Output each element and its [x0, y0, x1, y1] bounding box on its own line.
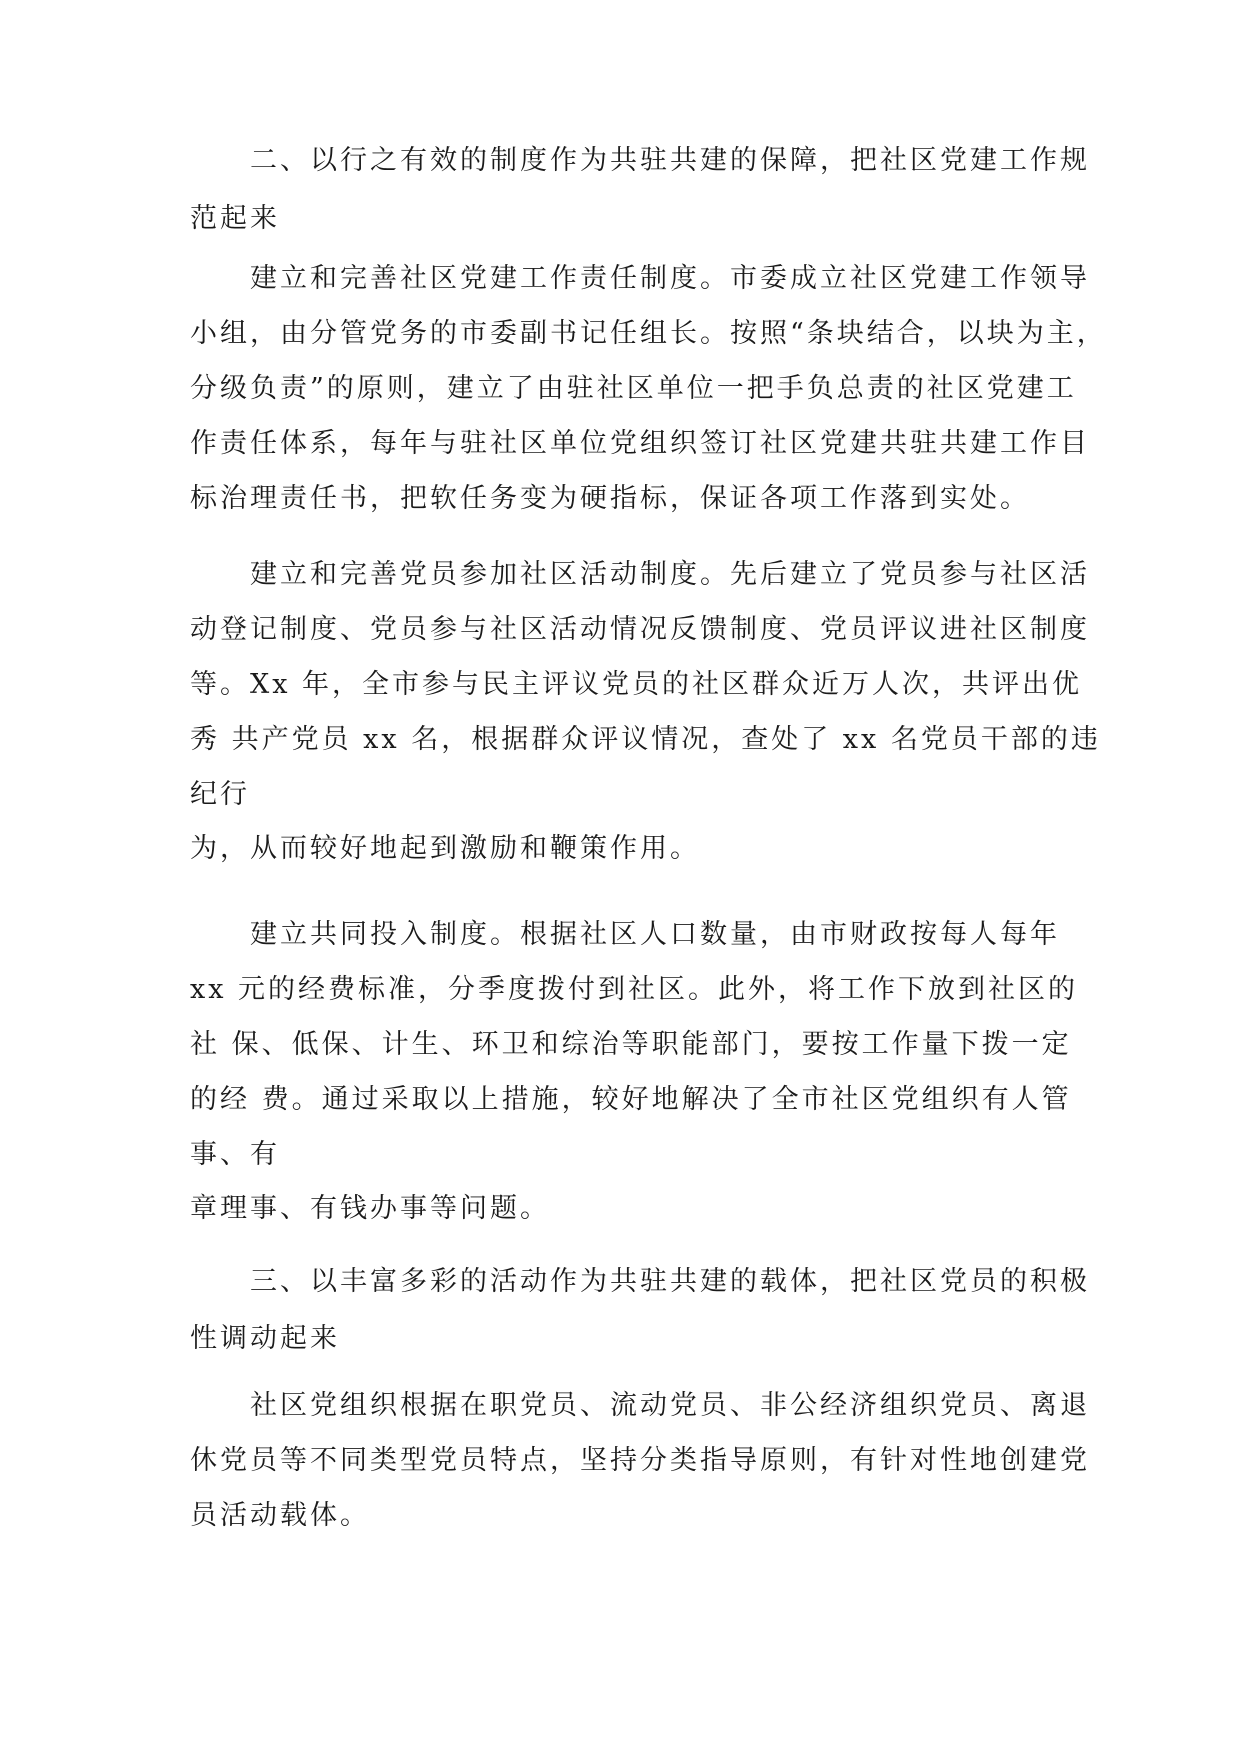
section2-heading-line2: 范起来	[190, 203, 280, 234]
para4-line-2: 休党员等不同类型党员特点，坚持分类指导原则，有针对性地创建党	[190, 1445, 1090, 1476]
section3-heading-line1: 三、以丰富多彩的活动作为共驻共建的载体，把社区党员的积极	[250, 1266, 1090, 1297]
para2-line-1: 建立和完善党员参加社区活动制度。先后建立了党员参与社区活	[250, 559, 1090, 590]
para1-line-3: 分级负责”的原则，建立了由驻社区单位一把手负总责的社区党建工	[190, 373, 1077, 404]
para2-line-6: 为，从而较好地起到激励和鞭策作用。	[190, 833, 700, 864]
section3-heading-line2: 性调动起来	[190, 1323, 340, 1354]
section2-heading-line1: 二、以行之有效的制度作为共驻共建的保障，把社区党建工作规	[250, 145, 1090, 176]
para2-line-4: 秀 共产党员 xx 名，根据群众评议情况，查处了 xx 名党员干部的违	[190, 724, 1101, 755]
para3-line-6: 章理事、有钱办事等问题。	[190, 1193, 550, 1224]
para2-line-5: 纪行	[190, 779, 250, 810]
para4-line-3: 员活动载体。	[190, 1500, 370, 1531]
para1-line-5: 标治理责任书，把软任务变为硬指标，保证各项工作落到实处。	[190, 483, 1030, 514]
para2-line-2: 动登记制度、党员参与社区活动情况反馈制度、党员评议进社区制度	[190, 614, 1090, 645]
para3-line-2: xx 元的经费标准，分季度拨付到社区。此外，将工作下放到社区的	[190, 974, 1079, 1005]
para2-line-3: 等。Xx 年，全市参与民主评议党员的社区群众近万人次，共评出优	[190, 669, 1083, 700]
para3-line-3: 社 保、低保、计生、环卫和综治等职能部门，要按工作量下拨一定	[190, 1029, 1072, 1060]
para4-line-1: 社区党组织根据在职党员、流动党员、非公经济组织党员、离退	[250, 1390, 1090, 1421]
para3-line-4: 的经 费。通过采取以上措施，较好地解决了全市社区党组织有人管	[190, 1084, 1072, 1115]
para1-line-4: 作责任体系，每年与驻社区单位党组织签订社区党建共驻共建工作目	[190, 428, 1090, 459]
para1-line-2: 小组，由分管党务的市委副书记任组长。按照“条块结合，以块为主，	[190, 318, 1107, 349]
para1-line-1: 建立和完善社区党建工作责任制度。市委成立社区党建工作领导	[250, 263, 1090, 294]
para3-line-5: 事、有	[190, 1139, 280, 1170]
para3-line-1: 建立共同投入制度。根据社区人口数量，由市财政按每人每年	[250, 919, 1060, 950]
